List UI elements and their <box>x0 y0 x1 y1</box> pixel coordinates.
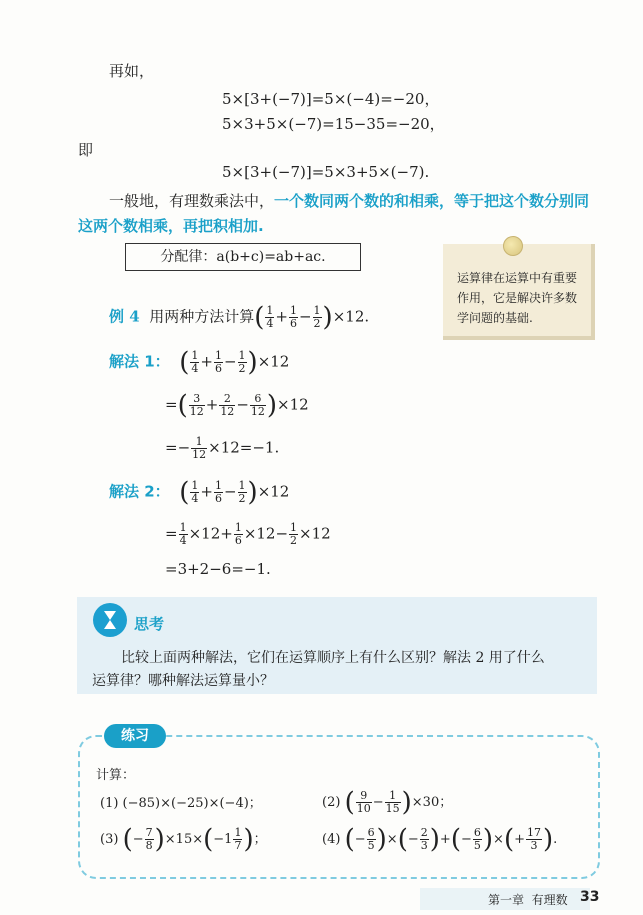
side-note: 运算律在运算中有重要作用，它是解决许多数学问题的基础. <box>443 244 595 340</box>
solution-2-label: 解法 2： <box>109 482 170 501</box>
pushpin-icon <box>503 236 523 256</box>
intro-text: 再如， <box>109 62 155 80</box>
fraction: $\frac{1}{4}$ <box>266 304 274 330</box>
fraction: $\frac{1}{6}$ <box>289 304 297 330</box>
fraction: $\frac{1}{2}$ <box>313 304 321 330</box>
solution-1-step-3: =− $\frac{1}{12}$ ×12=−1. <box>165 435 280 461</box>
fraction: $\frac{1}{2}$ <box>238 479 246 505</box>
fraction: $\frac{1}{4}$ <box>179 521 187 547</box>
fraction: $\frac{1}{2}$ <box>290 521 298 547</box>
practice-prompt: 计算： <box>96 768 136 783</box>
fraction: $\frac{1}{15}$ <box>385 789 400 815</box>
fraction: $\frac{6}{5}$ <box>473 826 481 852</box>
practice-tag: 练习 <box>104 724 166 748</box>
solution-1-step-1: 解法 1： ( $\frac{1}{4}$ + $\frac{1}{6}$ − $\frac{1}{2}$ )×12 <box>109 347 290 378</box>
fraction: $\frac{9}{10}$ <box>356 789 371 815</box>
chapter-label: 第一章 <box>488 893 525 907</box>
solution-1-label: 解法 1： <box>109 352 170 371</box>
paragraph-highlight-2: 这两个数相乘，再把积相加. <box>78 217 264 235</box>
fraction: $\frac{1}{12}$ <box>192 435 207 461</box>
fraction: $\frac{1}{6}$ <box>214 479 222 505</box>
fraction: $\frac{1}{6}$ <box>214 349 222 375</box>
fraction: $\frac{2}{3}$ <box>420 826 428 852</box>
fraction: $\frac{7}{8}$ <box>145 826 153 852</box>
page-number: 33 <box>580 889 600 905</box>
fraction: $\frac{1}{4}$ <box>191 479 199 505</box>
example-label: 例 4 <box>109 307 140 326</box>
paragraph-lead: 一般地，有理数乘法中， <box>109 192 275 210</box>
paragraph-highlight-1: 一个数同两个数的和相乘，等于把这个数分别同 <box>274 192 590 210</box>
minus-sign: − <box>298 307 312 326</box>
paragraph-line-1 <box>109 190 589 211</box>
problem-1: (1) (−85)×(−25)×(−4)； <box>100 796 262 811</box>
solution-2-step-1: 解法 2： ( $\frac{1}{4}$ + $\frac{1}{6}$ − $\frac{1}{2}$ )×12 <box>109 477 290 508</box>
fraction: $\frac{6}{12}$ <box>250 392 265 418</box>
equation-2: 5×3+5×(−7)=15−35=−20， <box>222 115 445 133</box>
problem-4: (4) (− $\frac{6}{5}$ )×(− $\frac{2}{3}$ )+(− $\frac{6}{5}$ )×(+ $\frac{17}{3}$ ). <box>322 824 558 855</box>
fraction: $\frac{1}{4}$ <box>191 349 199 375</box>
equation-3: 5×[3+(−7)]=5×3+5×(−7). <box>222 163 430 181</box>
example-text: 用两种方法计算 <box>149 307 255 326</box>
distributive-law-box: 分配律：a(b+c)=ab+ac. <box>125 243 361 271</box>
plus-sign: + <box>275 307 288 326</box>
hourglass-icon <box>93 603 127 637</box>
example-tail: ×12. <box>332 307 370 326</box>
think-title: 思考 <box>134 615 165 633</box>
fraction: $\frac{1}{2}$ <box>238 349 246 375</box>
chapter-title: 有理数 <box>531 893 568 907</box>
fraction: $\frac{6}{5}$ <box>367 826 375 852</box>
think-line-1: 比较上面两种解法，它们在运算顺序上有什么区别？解法 2 用了什么 <box>121 650 545 666</box>
solution-1-step-2: =( $\frac{3}{12}$ + $\frac{2}{12}$ − $\frac{6}{12}$ )×12 <box>165 390 309 421</box>
example-4 <box>109 302 370 333</box>
fraction: $\frac{17}{3}$ <box>527 826 541 852</box>
problem-3: (3) (− $\frac{7}{8}$ )×15×(−1 $\frac{1}{7}$ )； <box>100 824 267 855</box>
fraction: $\frac{3}{12}$ <box>189 392 204 418</box>
footer-chapter <box>488 891 568 908</box>
left-paren: ( <box>254 302 265 333</box>
equation-1: 5×[3+(−7)]=5×(−4)=−20， <box>222 90 440 108</box>
problem-2: (2) ( $\frac{9}{10}$ − $\frac{1}{15}$ )×30； <box>322 787 453 818</box>
fraction: $\frac{1}{6}$ <box>234 521 242 547</box>
solution-2-step-2: = $\frac{1}{4}$ ×12+ $\frac{1}{6}$ ×12− $\frac{1}{2}$ ×12 <box>165 521 331 547</box>
fraction: $\frac{2}{12}$ <box>220 392 235 418</box>
right-paren: ) <box>322 302 333 333</box>
fraction: $\frac{1}{7}$ <box>234 826 242 852</box>
think-line-2: 运算律？哪种解法运算量小？ <box>92 673 274 689</box>
ji-text: 即 <box>78 141 94 159</box>
solution-2-step-3: =3+2−6=−1. <box>165 560 271 578</box>
